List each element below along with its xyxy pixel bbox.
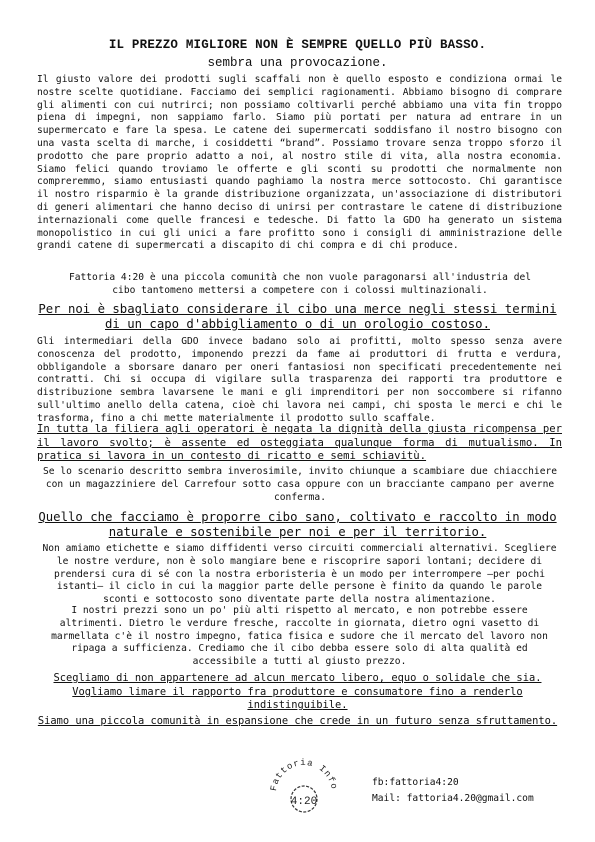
closing-line-3: Siamo una piccola comunità in espansione che crede in un futuro senza sfruttamento. xyxy=(37,715,558,727)
section-heading-1: Per noi è sbagliato considerare il cibo una merce negli stessi termini di un capo d'abbigliamento o di un orologio costoso. xyxy=(38,302,557,331)
fattoria-paragraph: Fattoria 4:20 è una piccola comunità che non vuole paragonarsi all'industria del cibo tantomeno mettersi a competere con i colossi multinazionali. xyxy=(68,272,532,296)
logo-center-text: 4:20 xyxy=(290,796,318,808)
email-contact: Mail: fattoria4.20@gmail.com xyxy=(372,793,534,804)
prices-paragraph: I nostri prezzi sono un po' più alti rispetto al mercato, e non potrebbe essere altrimenti. Dietro le verdure fresche, raccolte in giornata, dietro ogni vasetto di marmellata c'è il nostro impegno, fatica fisica e sudore che il mercato del lavoro non ripaga a sufficienza. Crediamo che il cibo debba essere solo di alta qualità ed accessibile a tutti al giusto prezzo. xyxy=(51,605,548,668)
svg-text:Fattoria Informale xyxy=(264,755,339,792)
closing-line-2: Vogliamo limare il rapporto fra produttore e consumatore fino a renderlo indistinguibile. xyxy=(72,686,523,712)
emphasis-paragraph: In tutta la filiera agli operatori è negata la dignità della giusta ricompensa per il lavoro svolto; è assente ed osteggiata qualunque forma di mutualismo. In pratica si lavora in un contesto di ricatto e semi schiavitù. xyxy=(37,423,562,462)
logo-ring-text: Fattoria Info xyxy=(268,757,339,792)
page-title: IL PREZZO MIGLIORE NON È SEMPRE QUELLO PIÙ BASSO. xyxy=(108,38,487,52)
scenario-paragraph: Se lo scenario descritto sembra inverosimile, invito chiunque a scambiare due chiacchiere con un magazziniere del Carrefour sotto casa oppure con un bracciante campano per averne conferma. xyxy=(42,466,558,503)
fattoria-logo xyxy=(264,755,344,825)
intro-paragraph: Il giusto valore dei prodotti sugli scaffali non è quello esposto e condiziona ormai le nostre scelte quotidiane. Facciamo dei semplici ragionamenti. Abbiamo bisogno di comprare gli alimenti con cui nutrirci; non possiamo coltivarli perché abbiamo una vita fin troppo piena di impegni, non sappiamo farlo. Siamo più portati per natura ad entrare in un supermercato e fare la spesa. Le catene dei supermercati soddisfano il nostro bisogno con una vasta scelta di marche, i cosiddetti “brand”. Possiamo trovare senza troppo sforzo il prodotto che pare proprio adatto a noi, al nostro stile di vita, alla nostra economia. Siamo felici quando troviamo le offerte e gli sconti su prodotti che normalmente non compreremmo, siamo entusiasti quando paghiamo la nostra merce sottocosto. Chi garantisce il nostro risparmio è la grande distribuzione organizzata, un'associazione di distributori di generi alimentari che hanno deciso di unirsi per contrastare le catene di distribuzione internazionali come quelle francesi e tedesche. Di fatto la GDO ha generato un sistema monopolistico in cui gli unici a fare profitto sono i consigli di amministrazione delle grandi catene di supermercati a discapito di chi compra e di chi produce. xyxy=(37,74,562,252)
closing-line-1: Scegliamo di non appartenere ad alcun mercato libero, equo o solidale che sia. xyxy=(53,672,542,684)
facebook-contact: fb:fattoria4:20 xyxy=(372,777,459,788)
page-subtitle: sembra una provocazione. xyxy=(207,56,388,70)
gdo-paragraph: Gli intermediari della GDO invece badano solo ai profitti, molto spesso senza avere conoscenza del prodotto, imponendo prezzi da fame ai produttori di frutta e verdura, obbligandole a sborsare danaro per oneri fantasiosi non specificati precedentemente nei contratti. Chi si occupa di vigilare sulla trasparenza dei rapporti tra produttore e distribuzione sembra lavarsene le mani e gli imprenditori per non soccombere si rifanno sull'ultimo anello della catena, cioè chi lavora nei campi, chi sposta le merci e chi le trasforma, fino a chi mette materialmente il prodotto sullo scaffale. xyxy=(37,336,562,424)
section-heading-2: Quello che facciamo è proporre cibo sano, coltivato e raccolto in modo naturale e sostenibile per noi e per il territorio. xyxy=(38,510,557,539)
approach-paragraph: Non amiamo etichette e siamo diffidenti verso circuiti commerciali alternativi. Scegliere le nostre verdure, non è solo mangiare bene e riscoprire sapori lontani; decidere di prendersi cura di sé con la nostra erboristeria è un modo per interrompere –per pochi istanti– il ciclo in cui la maggior parte delle persone è finito da quando le parole sconti e sottocosto sono diventate parte della nostra alimentazione. xyxy=(42,543,557,606)
